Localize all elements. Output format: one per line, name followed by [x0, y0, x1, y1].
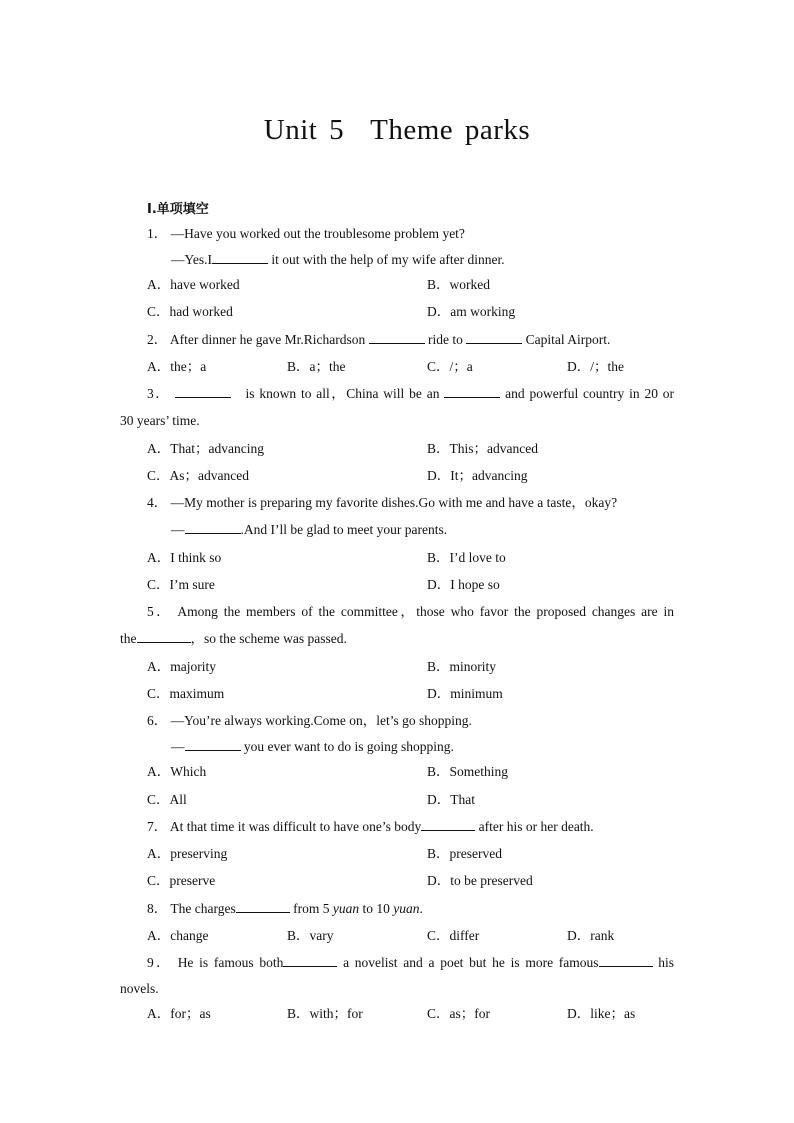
q7-option-b: B．preserved — [427, 846, 502, 861]
question-2: 2． After dinner he gave Mr.Richardson ride to Capital Airport. — [147, 332, 611, 347]
question-6-line-1: 6． —You’re always working.Come on，let’s go shopping. — [147, 713, 472, 728]
q4-option-b: B．I’d love to — [427, 550, 506, 565]
q2-option-c: C．/；a — [427, 359, 473, 374]
q6-option-c: C．All — [147, 792, 187, 807]
q1-option-d: D．am working — [427, 304, 516, 319]
answer-blank — [175, 385, 231, 398]
question-3-line-1: 3． is known to all，China will be an and powerful country in 20 or — [147, 386, 675, 401]
question-4-line-1: 4． —My mother is preparing my favorite dishes.Go with me and have a taste，okay? — [147, 495, 618, 510]
q2-option-d: D．/；the — [567, 359, 624, 374]
q7-option-a: A．preserving — [147, 846, 228, 861]
answer-blank — [212, 251, 268, 264]
q6-option-a: A．Which — [147, 764, 207, 779]
q8-option-b: B．vary — [287, 928, 334, 943]
question-9-line-2: novels. — [120, 981, 159, 996]
q9-option-a: A．for；as — [147, 1006, 211, 1021]
q8-option-d: D．rank — [567, 928, 615, 943]
question-8: 8． The charges from 5 yuan to 10 yuan. — [147, 901, 423, 916]
q9-option-c: C．as；for — [427, 1006, 490, 1021]
q1-option-c: C．had worked — [147, 304, 233, 319]
question-4-line-2: — .And I’ll be glad to meet your parents. — [171, 522, 448, 537]
q3-option-b: B．This；advanced — [427, 441, 538, 456]
q1-option-a: A．have worked — [147, 277, 240, 292]
q3-option-c: C．As；advanced — [147, 468, 249, 483]
question-9-line-1: 9． He is famous both a novelist and a poet but he is more famous his — [147, 955, 675, 970]
q9-option-d: D．like；as — [567, 1006, 636, 1021]
q7-option-c: C．preserve — [147, 873, 216, 888]
q4-option-c: C．I’m sure — [147, 577, 215, 592]
q8-option-c: C．differ — [427, 928, 480, 943]
answer-blank — [137, 630, 191, 643]
q6-option-d: D．That — [427, 792, 475, 807]
q8-option-a: A．change — [147, 928, 209, 943]
question-3-line-2: 30 years’ time. — [120, 413, 200, 428]
answer-blank — [444, 385, 500, 398]
q5-option-c: C．maximum — [147, 686, 225, 701]
q4-option-d: D．I hope so — [427, 577, 500, 592]
q3-option-a: A．That；advancing — [147, 441, 264, 456]
q6-option-b: B．Something — [427, 764, 509, 779]
q7-option-d: D．to be preserved — [427, 873, 533, 888]
answer-blank — [421, 818, 475, 831]
answer-blank — [185, 738, 241, 751]
q5-option-b: B．minority — [427, 659, 497, 674]
question-1-line-2: —Yes.I it out with the help of my wife after dinner. — [171, 252, 505, 267]
unit-name: Theme parks — [370, 114, 531, 146]
q4-option-a: A．I think so — [147, 550, 222, 565]
answer-blank — [185, 521, 241, 534]
q5-option-d: D．minimum — [427, 686, 503, 701]
q2-option-a: A．the；a — [147, 359, 207, 374]
answer-blank — [466, 331, 522, 344]
page-title — [0, 114, 794, 147]
answer-blank — [283, 954, 337, 967]
q1-option-b: B．worked — [427, 277, 490, 292]
answer-blank — [369, 331, 425, 344]
q2-option-b: B．a；the — [287, 359, 346, 374]
question-1-line-1: 1． —Have you worked out the troublesome problem yet? — [147, 226, 465, 241]
question-7: 7． At that time it was difficult to have one’s body after his or her death. — [147, 819, 594, 834]
answer-blank — [599, 954, 653, 967]
question-5-line-1: 5． Among the members of the committee，those who favor the proposed changes are in — [147, 604, 674, 619]
q9-option-b: B．with；for — [287, 1006, 363, 1021]
q5-option-a: A．majority — [147, 659, 216, 674]
section-heading: Ⅰ.单项填空 — [147, 202, 209, 217]
answer-blank — [236, 900, 290, 913]
question-5-line-2: the ，so the scheme was passed. — [120, 631, 347, 646]
unit-label: Unit 5 — [263, 114, 345, 146]
q3-option-d: D．It；advancing — [427, 468, 528, 483]
question-6-line-2: — you ever want to do is going shopping. — [171, 739, 454, 754]
